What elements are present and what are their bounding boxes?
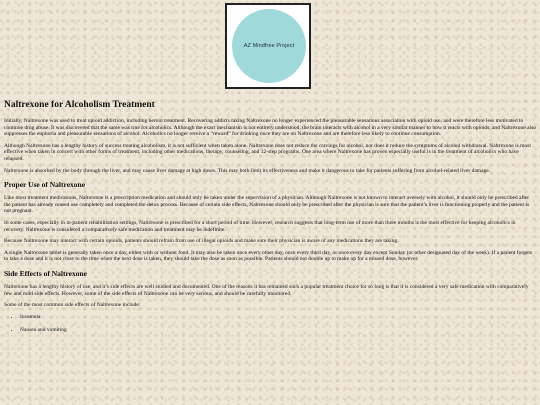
side-effects-paragraph: Naltrexone has a lengthy history of use, and it’s side effects are well studied and documented. One of the reasons it has remained such a popular treatment choice for so long is that it is considered a very safe medication with comparatively few and mild side effects. However, some of the side effects of Naltrexone can be very serious, and should be carefully monitored. bbox=[4, 283, 529, 297]
side-effects-paragraph: Some of the most common side effects of Naltrexone include: bbox=[4, 302, 141, 309]
logo bbox=[225, 3, 311, 89]
list-item: • Nausea and vomiting bbox=[20, 327, 536, 334]
logo-circle bbox=[232, 9, 306, 83]
article-title: Naltrexone for Alcoholism Treatment bbox=[4, 100, 155, 110]
proper-use-paragraph: Because Naltrexone may interact with certain opioids, patients should refrain from use of illegal opioids and make sure their physician is aware of any medications they are taking. bbox=[4, 238, 399, 245]
section-heading-proper-use: Proper Use of Naltrexone bbox=[4, 180, 86, 190]
intro-paragraph: Although Naltrexone has a lengthy history of success treating alcoholism, it is not sufficient when taken alone. Naltrexone does not reduce the cravings for alcohol, nor does it reduce the symptoms of alcohol withdrawal. Naltrexone is most effective when taken in concert with other forms of treatment, including other medications, therapy, counseling, and 12-step programs. One area where Naltrexone has proven especially useful is in the treatment of alcoholics who have relapsed. bbox=[4, 142, 531, 162]
proper-use-paragraph: In some cases, especially in in-patient rehabilitation settings, Naltrexone is prescribed for a short period of time. However, research suggests that long-term use of more than three months is the most effective for keeping alcoholics in recovery. Naltrexone is considered a comparatively safe medication and treatment may be indefinite. bbox=[4, 219, 516, 233]
article bbox=[4, 100, 536, 341]
section-heading-side-effects: Side Effects of Naltrexone bbox=[4, 268, 87, 278]
logo-text: AZ Mindfree Project bbox=[243, 43, 295, 49]
list-item: • Insomnia bbox=[20, 314, 536, 321]
intro-paragraph: Initially, Naltrexone was used to treat opioid addiction, including heroin treatment. Recovering addicts taking Naltrexone no longer experienced the pleasurable sensations association with opioid use, and were therefore less motivated to continue drug abuse. It was discovered that the same was true for alcoholics. Although the exact mechanism is not entirely understood, the brain interacts with alcohol in a very similar manner to how it reacts with opioids, and Naltrexone also suppresses the euphoria and pleasurable sensations of alcohol. Alcoholics no longer receive a “reward” for drinking once they are on Naltrexone and are therefore less likely to continue consumption. bbox=[4, 118, 536, 138]
side-effects-list bbox=[4, 314, 536, 334]
intro-paragraph: Naltrexone is absorbed by the body through the liver, and may cause liver damage at high doses. This may both limit its effectiveness and make it dangerous to take for patients suffering from alcohol-related liver damage. bbox=[4, 167, 491, 174]
proper-use-paragraph: Like most treatment medications, Naltrexone is a prescription medication and should only be taken under the supervision of a physician. Although Naltrexone is not known to interact aversely with alcohol, it should only be prescribed after the patient has already ceased use completely and completed the detox process. Because of certain side effects, Naltrexone should only be prescribed after the physician is sure that the patient’s liver is functioning properly and the patient is not pregnant. bbox=[4, 195, 530, 215]
proper-use-paragraph: A single Naltrexone tablet is generally taken once a day, either with or without food. It may also be taken once every other day, once every third day, or once every day except Sunday (or other designated day of the week). If a patient forgets to take a dose and it is not close to the time when the next dose is taken, they should take the dose as soon as possible. Patients should not double up to make up for a missed dose, however. bbox=[4, 249, 533, 263]
